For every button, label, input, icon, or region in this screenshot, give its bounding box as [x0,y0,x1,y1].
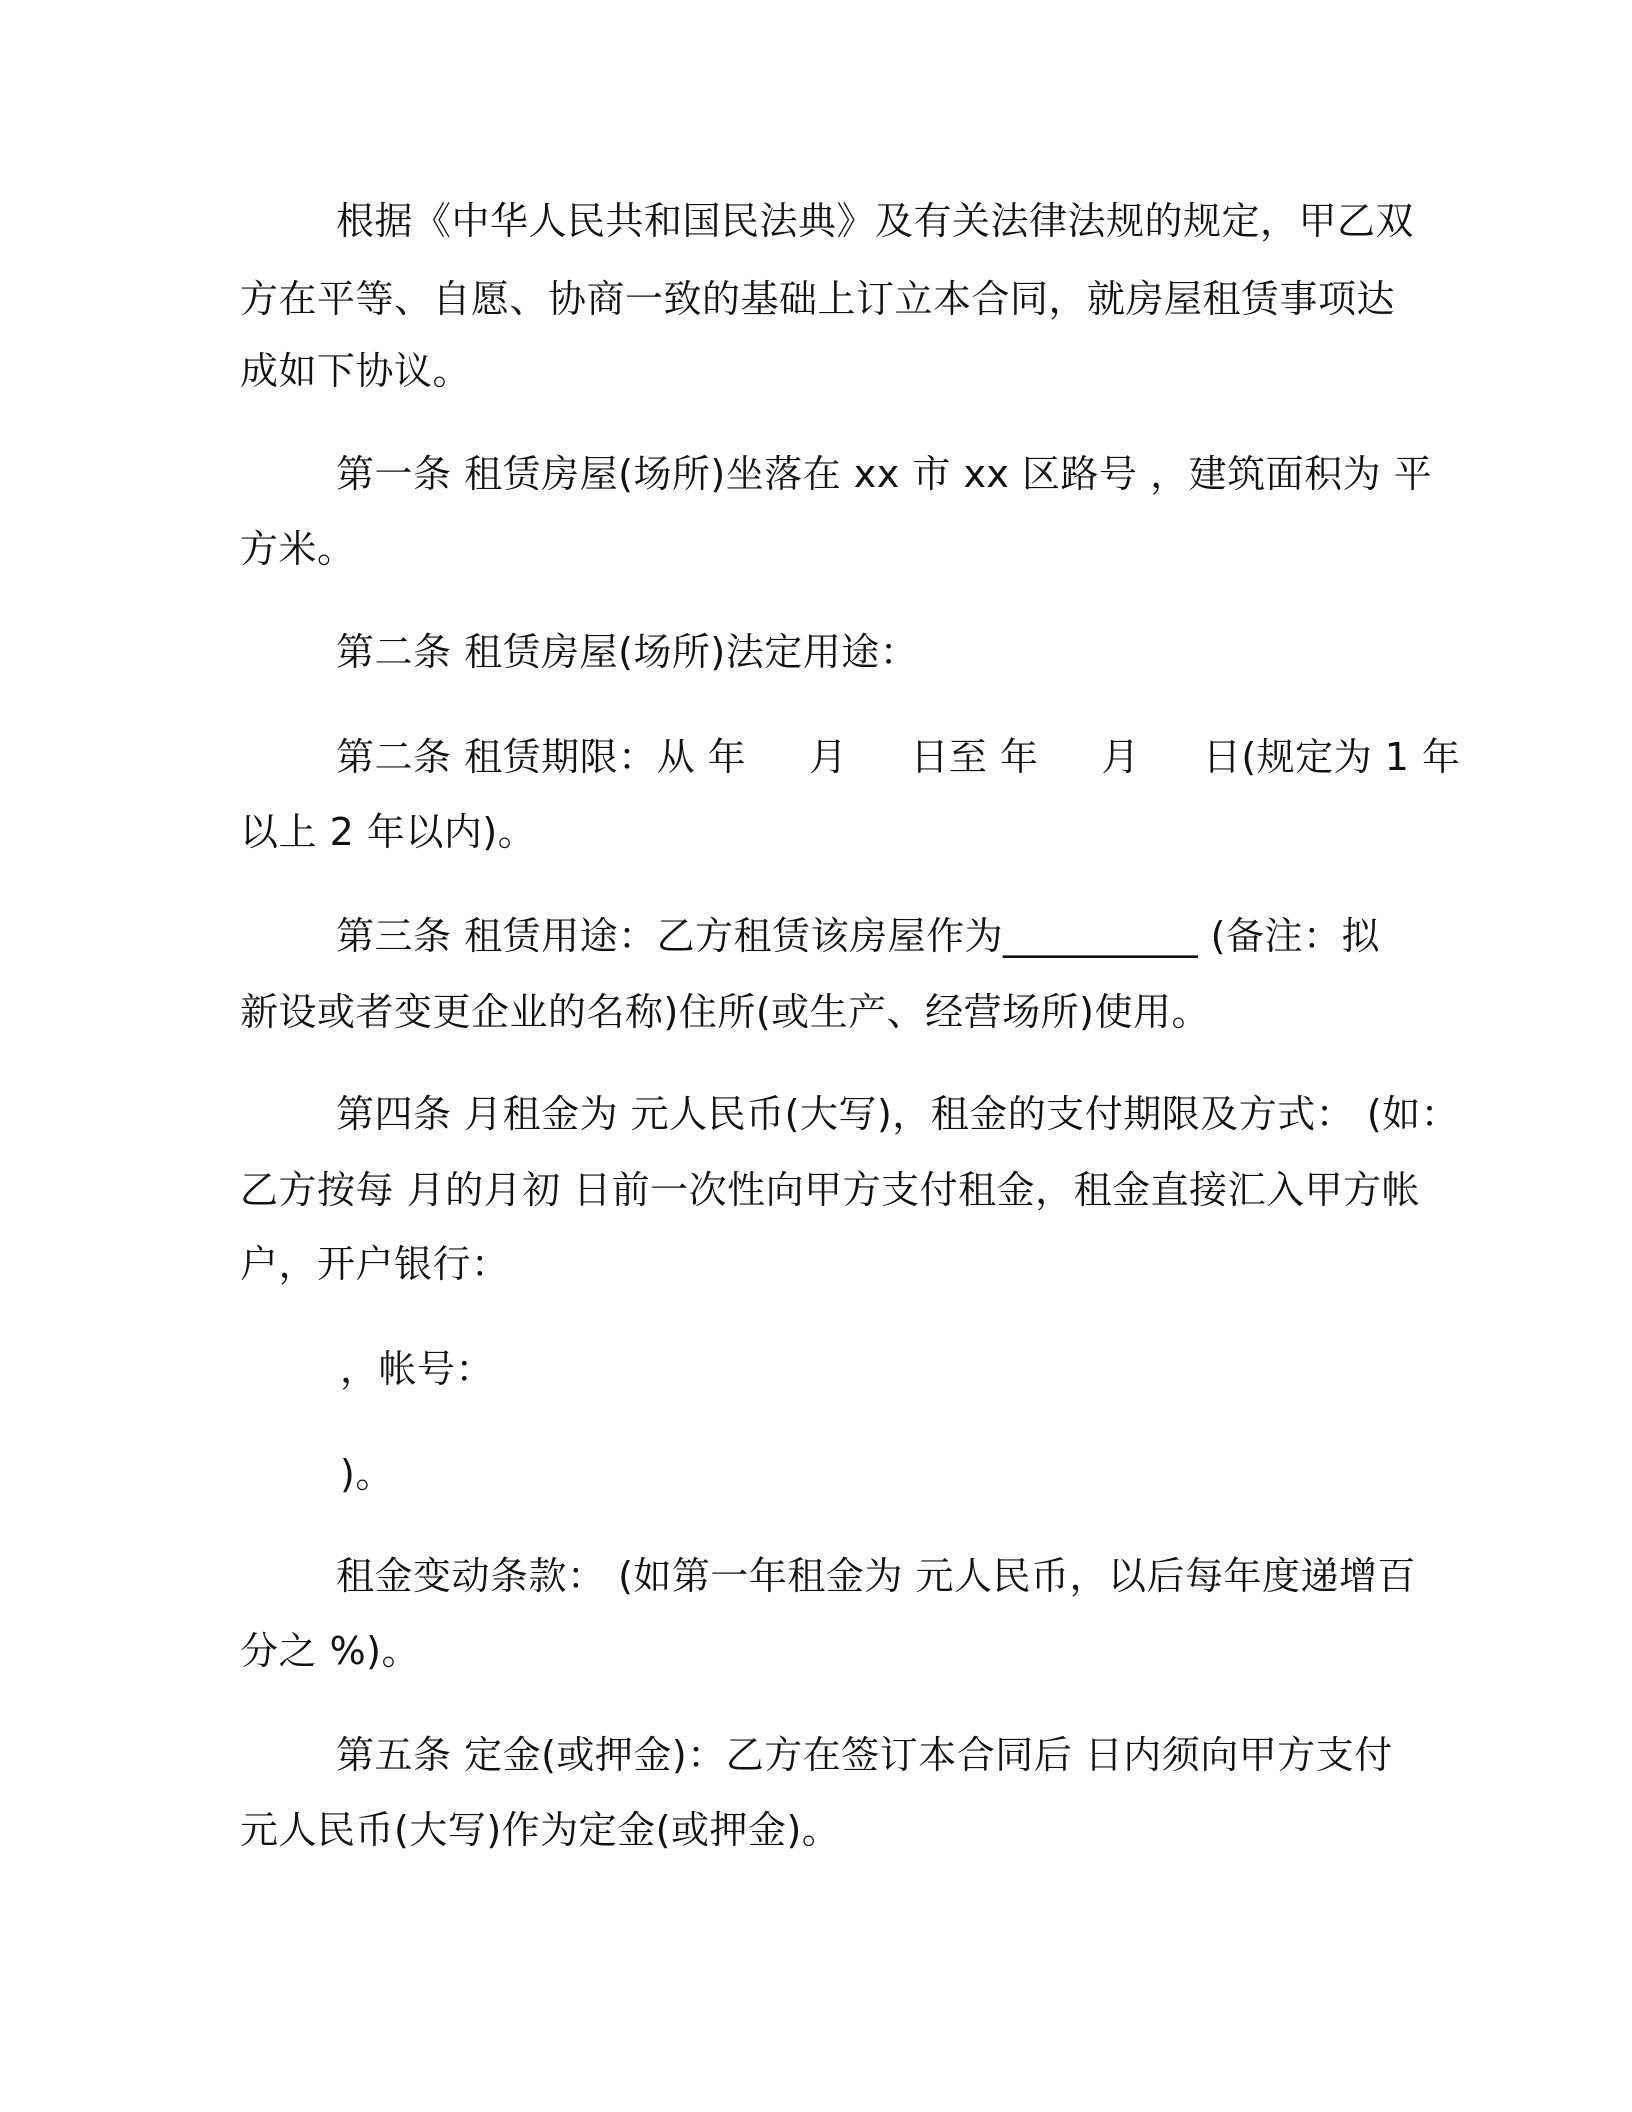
article-5-line-2: 元人民币(大写)作为定金(或押金)。 [240,1808,841,1852]
article-1-line-2: 方米。 [240,527,356,571]
closing-paren-line: )。 [340,1452,394,1496]
preamble-line-1: 根据《中华人民共和国民法典》及有关法律法规的规定，甲乙双 [336,199,1415,243]
article-1-line-1: 第一条 租赁房屋(场所)坐落在 xx 市 xx 区路号 ，建筑面积为 平 [336,452,1433,496]
rent-change-line-1: 租金变动条款： (如第一年租金为 元人民币，以后每年度递增百 [336,1554,1416,1598]
article-2-use-line: 第二条 租赁房屋(场所)法定用途： [336,630,919,674]
article-4-line-1: 第四条 月租金为 元人民币(大写)，租金的支付期限及方式： (如： [336,1092,1460,1136]
article-4-line-3: 户，开户银行： [240,1242,510,1286]
article-2-term-line-2: 以上 2 年以内)。 [240,810,537,854]
rent-change-line-2: 分之 %)。 [240,1629,421,1673]
article-5-line-1: 第五条 定金(或押金)：乙方在签订本合同后 日内须向甲方支付 [336,1733,1393,1777]
article-2-term-line-1: 第二条 租赁期限：从 年 月 日至 年 月 日(规定为 1 年 [336,735,1461,779]
article-3-line-1: 第三条 租赁用途：乙方租赁该房屋作为__________ (备注：拟 [336,914,1380,958]
account-number-line: ，帐号： [340,1347,495,1391]
preamble-line-3: 成如下协议。 [240,349,472,393]
article-4-line-2: 乙方按每 月的月初 日前一次性向甲方支付租金，租金直接汇入甲方帐 [240,1168,1421,1212]
article-3-line-2: 新设或者变更企业的名称)住所(或生产、经营场所)使用。 [240,990,1210,1034]
preamble-line-2: 方在平等、自愿、协商一致的基础上订立本合同，就房屋租赁事项达 [240,277,1396,321]
